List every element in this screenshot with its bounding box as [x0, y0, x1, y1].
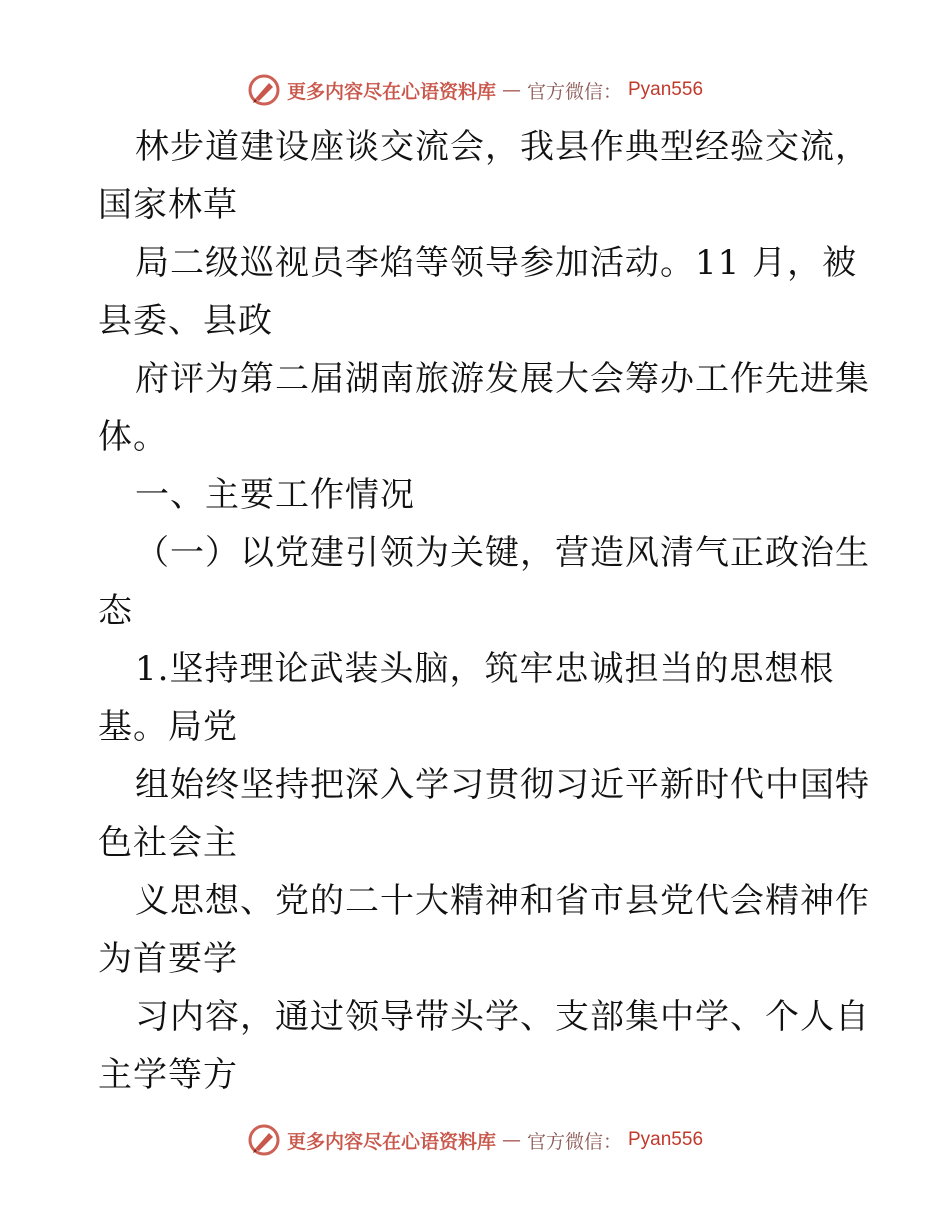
text-line: 体。 — [98, 417, 168, 457]
watermark-banner-top — [0, 70, 950, 110]
watermark-dash: — — [501, 1129, 521, 1151]
text-line: 局二级巡视员李焰等领导参加活动。11 月，被 — [135, 243, 858, 283]
text-line: 义思想、党的二十大精神和省市县党代会精神作 — [135, 881, 870, 921]
text-line: 态 — [98, 591, 133, 631]
text-line: 主学等方 — [98, 1055, 238, 1095]
pen-logo-icon — [247, 73, 281, 107]
text-line: 组始终坚持把深入学习贯彻习近平新时代中国特 — [135, 765, 870, 805]
watermark-sub-text: 官方微信： — [526, 80, 622, 103]
text-line: 1.坚持理论武装头脑，筑牢忠诚担当的思想根 — [135, 649, 835, 689]
text-line: 为首要学 — [98, 939, 238, 979]
text-line: 国家林草 — [98, 185, 238, 225]
watermark-wechat-id: Pyan556 — [628, 1129, 704, 1150]
text-line: 习内容，通过领导带头学、支部集中学、个人自 — [135, 997, 870, 1037]
text-line: 林步道建设座谈交流会，我县作典型经验交流， — [135, 127, 870, 167]
section-heading: 一、主要工作情况 — [135, 475, 415, 515]
text-line: 基。局党 — [98, 707, 238, 747]
text-line: 色社会主 — [98, 823, 238, 863]
pen-logo-icon — [247, 1123, 281, 1157]
subsection-heading: （一）以党建引领为关键，营造风清气正政治生 — [135, 533, 870, 573]
watermark-sub-text: 官方微信： — [526, 1130, 622, 1153]
watermark-wechat-id: Pyan556 — [628, 79, 704, 100]
document-body — [98, 118, 870, 1104]
watermark-main-text: 更多内容尽在心语资料库 — [286, 80, 496, 103]
text-line: 府评为第二届湖南旅游发展大会筹办工作先进集 — [135, 359, 870, 399]
text-line: 县委、县政 — [98, 301, 273, 341]
watermark-dash: — — [501, 79, 521, 101]
watermark-banner-bottom — [0, 1120, 950, 1160]
watermark-main-text: 更多内容尽在心语资料库 — [286, 1130, 496, 1153]
